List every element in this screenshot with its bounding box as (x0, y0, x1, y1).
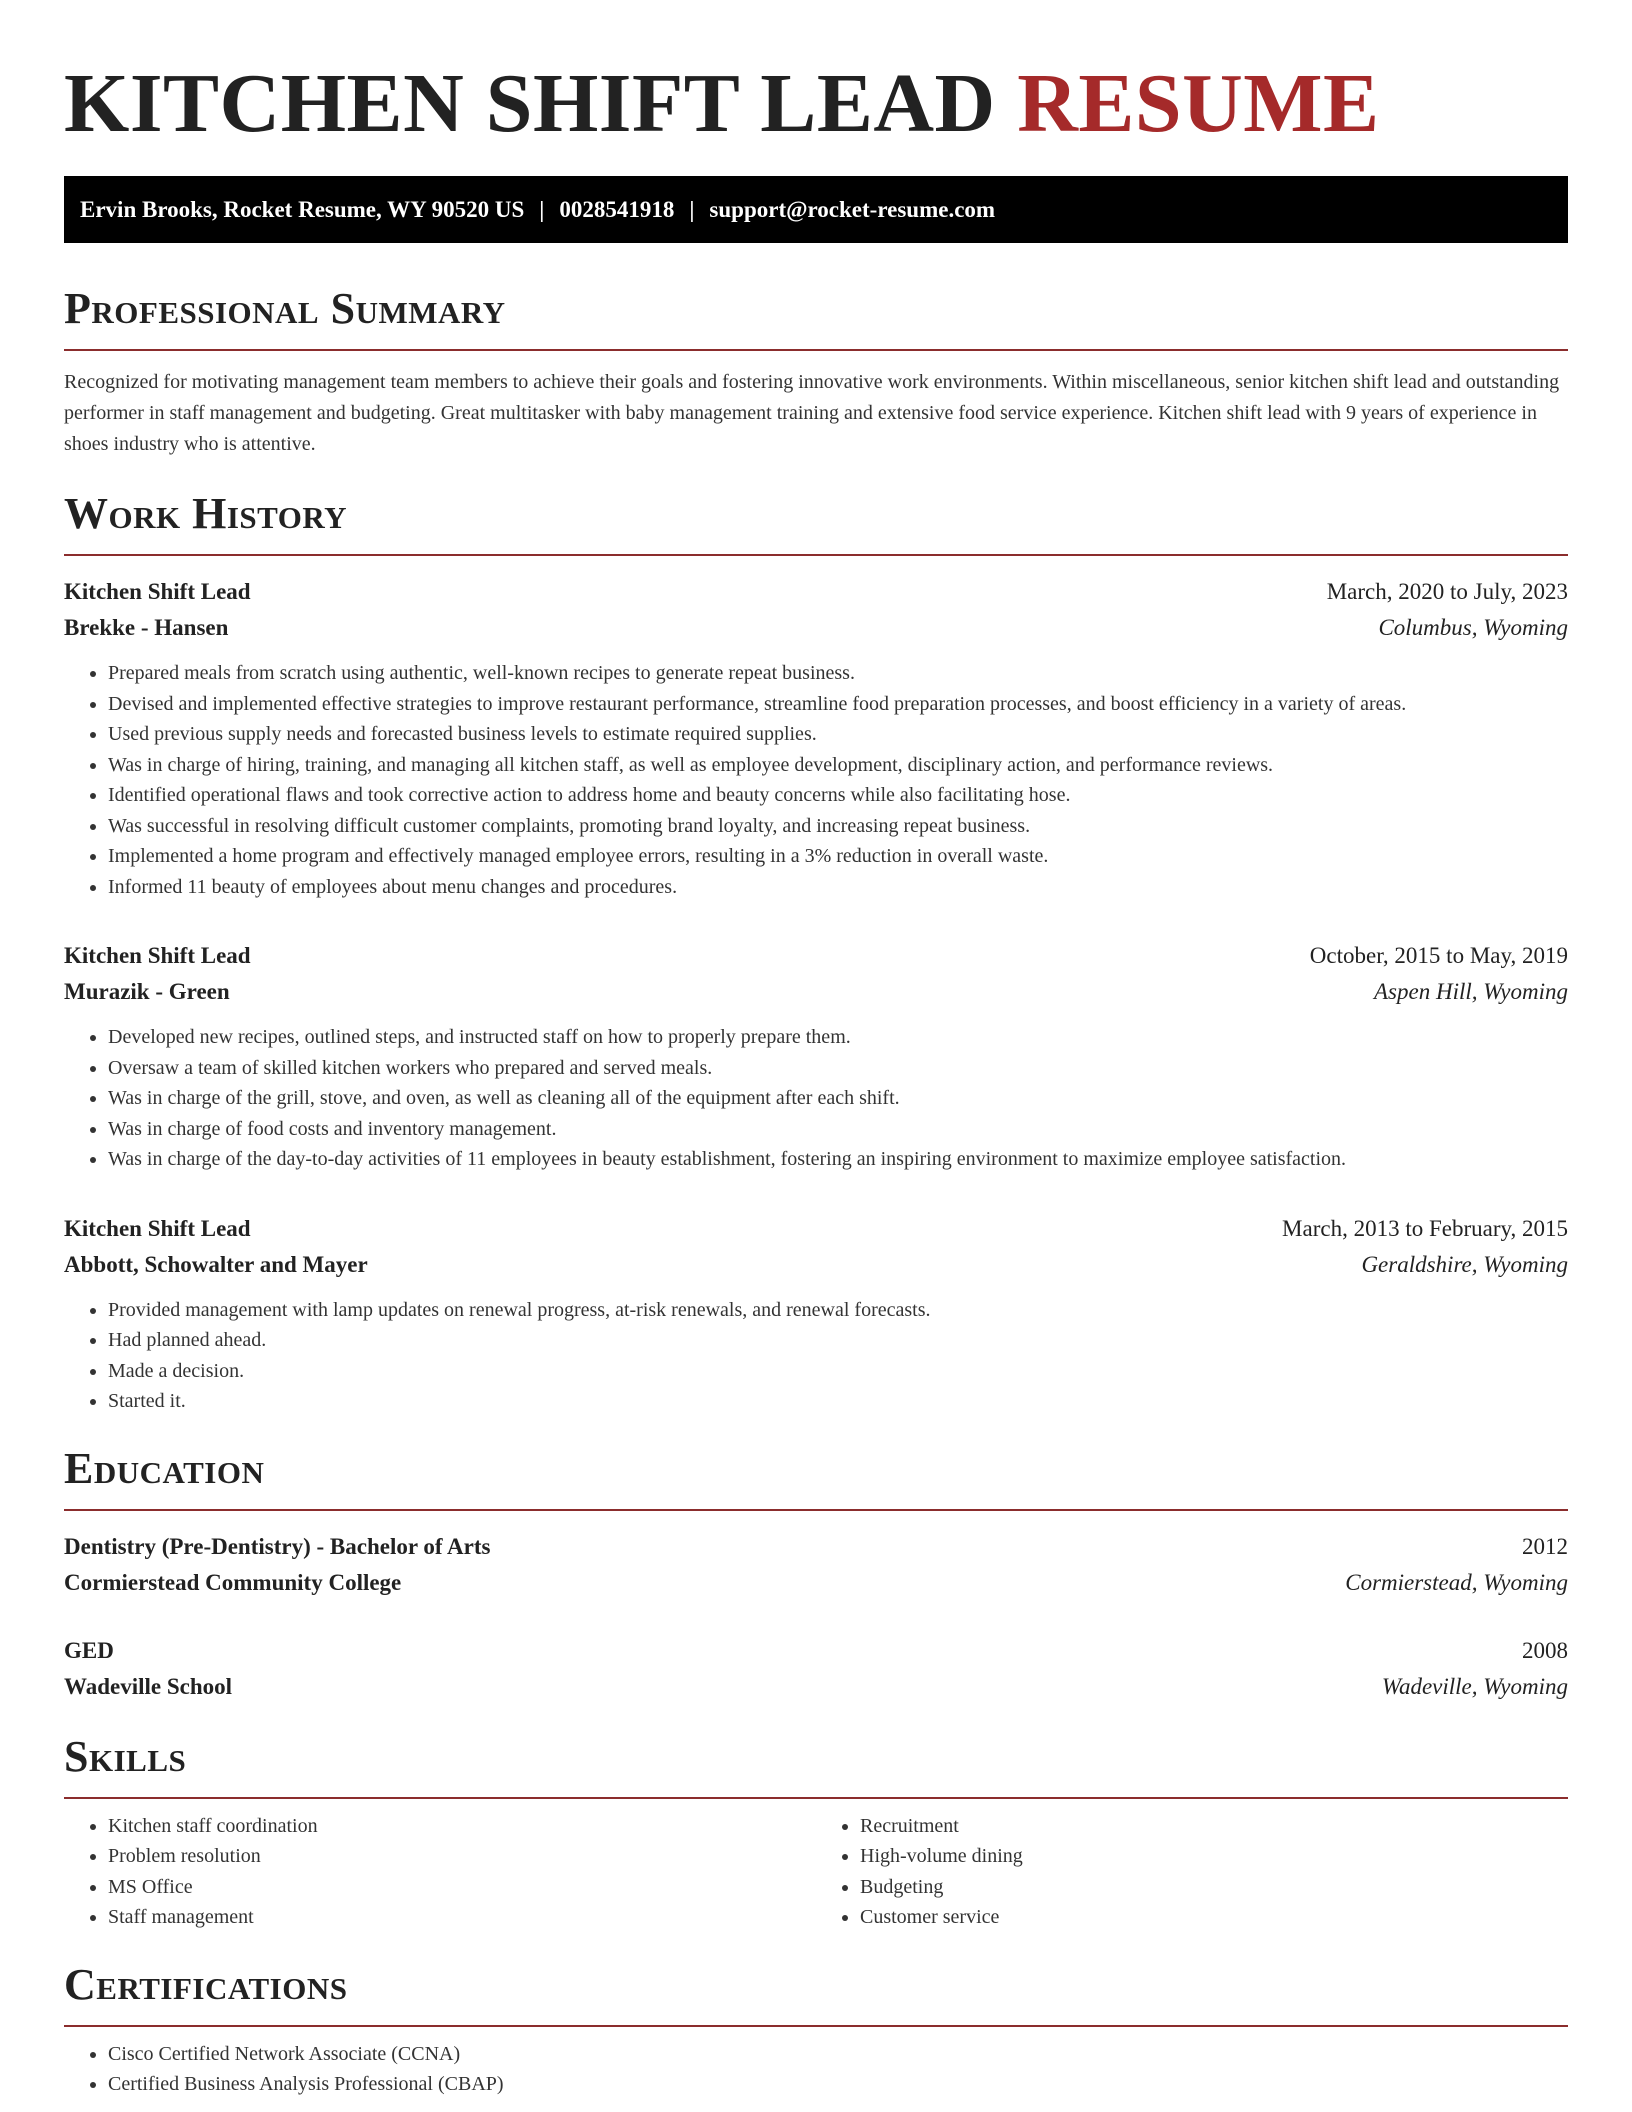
job-title: Kitchen Shift Lead (64, 943, 251, 968)
education-location: Cormierstead, Wyoming (1345, 1569, 1568, 1595)
job-header-row (64, 1211, 1568, 1247)
education-school-row (64, 1565, 1568, 1601)
job-bullet: • Was in charge of hiring, training, and managing all kitchen staff, as well as employee development, disciplinary action, and performance reviews. (108, 750, 1568, 781)
job-bullet: • Started it. (108, 1386, 1568, 1417)
summary-text: Recognized for motivating management team members to achieve their goals and fostering innovative work environments. Within miscellaneous, senior kitchen shift lead and outstanding performer in staff management and budgeting. Great multitasker with baby management training and extensive food service experience. Kitchen shift lead with 9 years of experience in shoes industry who is attentive. (64, 371, 1560, 455)
skill-item: • Recruitment (860, 1811, 1568, 1842)
skill-item: • Problem resolution (108, 1841, 816, 1872)
skill-item: • Kitchen staff coordination (108, 1811, 816, 1842)
job-entry (64, 574, 1568, 902)
resume-title (64, 56, 1568, 152)
contact-separator: | (689, 196, 695, 222)
job-bullet: • Informed 11 beauty of employees about menu changes and procedures. (108, 872, 1568, 903)
skill-item: • MS Office (108, 1872, 816, 1903)
title-main: KITCHEN SHIFT LEAD (64, 57, 1018, 150)
job-dates: March, 2013 to February, 2015 (1282, 1215, 1568, 1241)
education-school: Cormierstead Community College (64, 1569, 402, 1595)
education-entry (64, 1529, 1568, 1601)
job-header-row (64, 574, 1568, 610)
education-year: 2012 (1522, 1533, 1568, 1559)
job-bullet: • Used previous supply needs and forecasted business levels to estimate required supplies. (108, 719, 1568, 750)
job-bullet: • Implemented a home program and effectively managed employee errors, resulting in a 3% reduction in overall waste. (108, 841, 1568, 872)
job-bullets (64, 1295, 1568, 1417)
job-company: Abbott, Schowalter and Mayer (64, 1251, 368, 1277)
skills-list-right (816, 1811, 1568, 1933)
job-company-row (64, 610, 1568, 646)
skill-item: • High-volume dining (860, 1841, 1568, 1872)
job-company: Brekke - Hansen (64, 615, 229, 640)
job-dates: October, 2015 to May, 2019 (1309, 943, 1568, 968)
job-dates: March, 2020 to July, 2023 (1326, 579, 1568, 604)
contact-address: Ervin Brooks, Rocket Resume, WY 90520 US (80, 196, 525, 222)
skill-item: • Staff management (108, 1902, 816, 1933)
education-entry (64, 1633, 1568, 1705)
job-entry (64, 938, 1568, 1175)
job-bullets (64, 658, 1568, 902)
certification-item: • Certified Business Analysis Professional (CBAP) (108, 2069, 1568, 2100)
job-bullet: • Was successful in resolving difficult customer complaints, promoting brand loyalty, and increasing repeat business. (108, 811, 1568, 842)
job-company-row (64, 1247, 1568, 1283)
education-degree-row (64, 1633, 1568, 1669)
job-bullet: • Developed new recipes, outlined steps, and instructed staff on how to properly prepare them. (108, 1022, 1568, 1053)
contact-email: support@rocket-resume.com (709, 196, 996, 222)
job-bullet: • Was in charge of food costs and inventory management. (108, 1114, 1568, 1145)
job-bullet: • Provided management with lamp updates on renewal progress, at-risk renewals, and renewal forecasts. (108, 1295, 1568, 1326)
job-bullets (64, 1022, 1568, 1175)
job-bullet: • Made a decision. (108, 1356, 1568, 1387)
job-bullet: • Had planned ahead. (108, 1325, 1568, 1356)
education-degree-row (64, 1529, 1568, 1565)
title-accent: RESUME (1017, 57, 1380, 150)
education-school: Wadeville School (64, 1673, 233, 1699)
education-degree: Dentistry (Pre-Dentistry) - Bachelor of Arts (64, 1533, 491, 1559)
job-company-row (64, 974, 1568, 1010)
job-bullet: • Prepared meals from scratch using authentic, well-known recipes to generate repeat business. (108, 658, 1568, 689)
summary-heading: Professional Summary (64, 283, 1568, 351)
job-entry (64, 1211, 1568, 1417)
education-degree: GED (64, 1637, 114, 1663)
job-location: Columbus, Wyoming (1378, 615, 1568, 640)
certification-item: • Cisco Certified Network Associate (CCNA) (108, 2039, 1568, 2070)
skills-list-left (64, 1811, 816, 1933)
job-bullet: • Was in charge of the grill, stove, and oven, as well as cleaning all of the equipment after each shift. (108, 1083, 1568, 1114)
certifications-list (64, 2039, 1568, 2100)
job-bullet: • Identified operational flaws and took corrective action to address home and beauty concerns while also facilitating hose. (108, 780, 1568, 811)
job-company: Murazik - Green (64, 979, 230, 1004)
contact-separator: | (539, 196, 545, 222)
job-bullet: • Oversaw a team of skilled kitchen workers who prepared and served meals. (108, 1053, 1568, 1084)
education-school-row (64, 1669, 1568, 1705)
certifications-heading: Certifications (64, 1959, 1568, 2027)
skills-grid (64, 1811, 1568, 1933)
education-year: 2008 (1522, 1637, 1568, 1663)
skills-heading: Skills (64, 1731, 1568, 1799)
job-header-row (64, 938, 1568, 974)
skill-item: • Budgeting (860, 1872, 1568, 1903)
contact-bar (64, 176, 1568, 243)
education-heading: Education (64, 1443, 1568, 1511)
job-bullet: • Devised and implemented effective strategies to improve restaurant performance, streamline food preparation processes, and boost efficiency in a variety of areas. (108, 689, 1568, 720)
job-location: Geraldshire, Wyoming (1361, 1251, 1568, 1277)
job-title: Kitchen Shift Lead (64, 579, 251, 604)
job-bullet: • Was in charge of the day-to-day activities of 11 employees in beauty establishment, fostering an inspiring environment to maximize employee satisfaction. (108, 1144, 1568, 1175)
education-location: Wadeville, Wyoming (1381, 1673, 1568, 1699)
job-title: Kitchen Shift Lead (64, 1215, 251, 1241)
skill-item: • Customer service (860, 1902, 1568, 1933)
contact-phone: 0028541918 (559, 196, 675, 222)
work-history-heading: Work History (64, 488, 1568, 556)
job-location: Aspen Hill, Wyoming (1374, 979, 1568, 1004)
